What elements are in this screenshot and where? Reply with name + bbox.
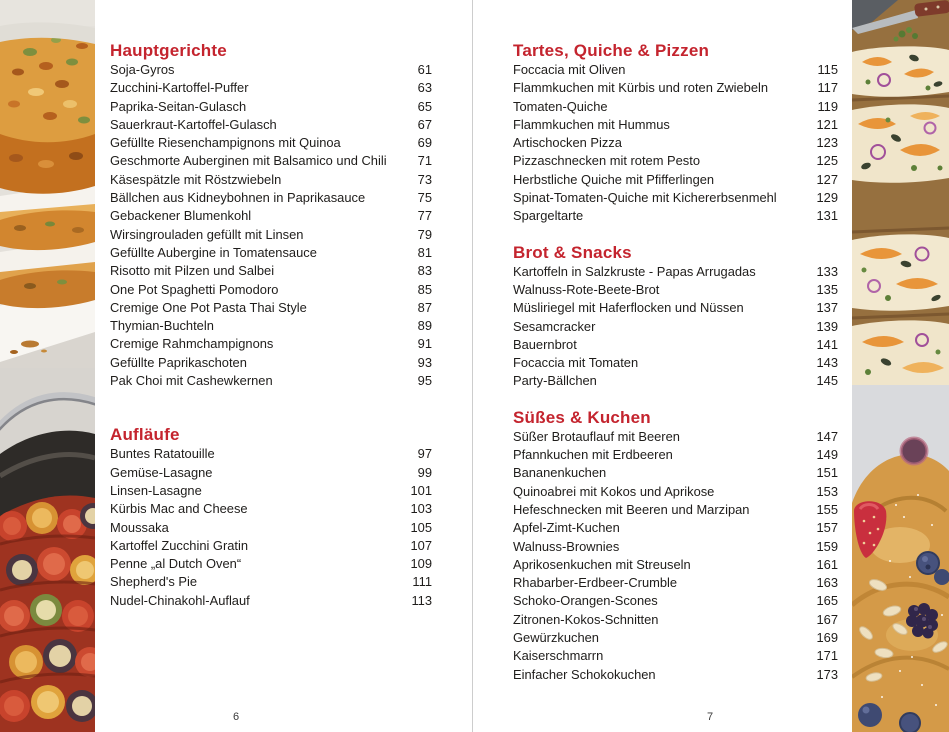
toc-entry-label: Zucchini-Kartoffel-Puffer: [110, 80, 249, 96]
toc-entry: [513, 647, 838, 665]
flammkuchen-pumpkin-onion-photo: [852, 0, 949, 385]
toc-entry-label: Wirsingrouladen gefüllt mit Linsen: [110, 226, 304, 242]
toc-entry: [513, 629, 838, 647]
toc-entry: [513, 189, 838, 207]
toc-entry-label: Foccacia mit Oliven: [513, 62, 626, 77]
toc-entry-label: Kaiserschmarrn: [513, 648, 604, 664]
toc-entry-page: 113: [411, 592, 432, 608]
toc-entry: [513, 318, 838, 336]
toc-entry-page: 97: [417, 446, 432, 462]
toc-section: [513, 242, 838, 391]
toc-entry-page: 121: [816, 116, 838, 132]
toc-entry: [513, 666, 838, 684]
toc-entry-label: Sauerkraut-Kartoffel-Gulasch: [110, 116, 277, 132]
toc-entry: [110, 189, 432, 207]
toc-entry: [513, 207, 838, 225]
toc-entry-page: 95: [417, 373, 432, 389]
toc-entry-label: Gefüllte Aubergine in Tomatensauce: [110, 244, 317, 260]
toc-entry-label: Bauernbrot: [513, 336, 577, 352]
toc-entry-page: 65: [417, 98, 432, 114]
toc-entry: [513, 611, 838, 629]
toc-entry: [110, 519, 432, 537]
toc-entry: [110, 226, 432, 244]
toc-section: [513, 407, 838, 684]
toc-entry: [110, 482, 432, 500]
toc-entry-label: Käsespätzle mit Röstzwiebeln: [110, 171, 282, 187]
toc-entry-label: Sesamcracker: [513, 318, 596, 334]
toc-entry-page: 165: [816, 593, 838, 609]
toc-entry-page: 93: [417, 354, 432, 370]
toc-entry-label: Artischocken Pizza: [513, 135, 622, 151]
toc-entry-label: Focaccia mit Tomaten: [513, 355, 639, 371]
toc-entry: [110, 464, 432, 482]
section-title: Tartes, Quiche & Pizzen: [513, 41, 710, 60]
right-page-number: 7: [706, 711, 714, 723]
toc-entry-page: 105: [410, 519, 432, 535]
toc-entry: [513, 134, 838, 152]
toc-entry: [513, 428, 838, 446]
toc-entry: [513, 152, 838, 170]
toc-entry: [110, 134, 432, 152]
toc-entry-label: Aprikosenkuchen mit Streuseln: [513, 556, 691, 572]
toc-entry-label: Süßer Brotauflauf mit Beeren: [513, 428, 680, 444]
toc-entry-label: Penne „al Dutch Oven“: [110, 556, 242, 572]
toc-entry-label: Schoko-Orangen-Scones: [513, 593, 658, 609]
toc-entry-page: 167: [816, 611, 838, 627]
toc-entry-label: Gefüllte Paprikaschoten: [110, 354, 247, 370]
toc-entry-label: Spargeltarte: [513, 208, 584, 224]
toc-entry: [110, 354, 432, 372]
toc-entry-label: Walnuss-Brownies: [513, 538, 620, 554]
toc-entry-page: 89: [417, 318, 432, 334]
toc-entry-label: Pfannkuchen mit Erdbeeren: [513, 447, 673, 463]
toc-entry-label: Moussaka: [110, 519, 169, 535]
toc-entry-label: Risotto mit Pilzen und Salbei: [110, 263, 275, 279]
toc-entry: [513, 574, 838, 592]
toc-entry-label: Cremige Rahmchampignons: [110, 336, 274, 352]
toc-entry: [110, 207, 432, 225]
toc-entry-label: Gemüse-Lasagne: [110, 464, 213, 480]
toc-entry: [513, 171, 838, 189]
toc-entry-label: Cremige One Pot Pasta Thai Style: [110, 299, 307, 315]
toc-entry-label: Kartoffeln in Salzkruste - Papas Arrugadas: [513, 263, 756, 279]
toc-entry-page: 173: [816, 666, 838, 682]
toc-section: [110, 424, 432, 610]
page-divider-line: [472, 0, 473, 732]
toc-entry-label: Flammkuchen mit Kürbis und roten Zwiebeln: [513, 80, 769, 96]
toc-entry-page: 87: [417, 299, 432, 315]
toc-entry-page: 139: [816, 318, 838, 334]
toc-entry-page: 141: [816, 336, 838, 352]
toc-entry: [513, 336, 838, 354]
toc-entry: [513, 446, 838, 464]
toc-entry-label: Zitronen-Kokos-Schnitten: [513, 611, 659, 627]
left-page-sections: [110, 40, 432, 610]
toc-entry-label: Nudel-Chinakohl-Auflauf: [110, 592, 250, 608]
toc-entry-label: Linsen-Lasagne: [110, 482, 202, 498]
section-title: Süßes & Kuchen: [513, 407, 651, 427]
toc-entry: [110, 500, 432, 518]
toc-entry-page: 115: [817, 62, 838, 77]
toc-entry-page: 85: [417, 281, 432, 297]
toc-entry-label: Tomaten-Quiche: [513, 98, 608, 114]
toc-entry-label: Soja-Gyros: [110, 62, 175, 77]
toc-section: [513, 40, 838, 226]
toc-entry-page: 91: [417, 336, 432, 352]
toc-entry-label: Hefeschnecken mit Beeren und Marzipan: [513, 501, 750, 517]
toc-entry-label: Gewürzkuchen: [513, 630, 599, 646]
toc-entry: [513, 263, 838, 281]
toc-entry: [110, 555, 432, 573]
toc-entry-label: Einfacher Schokokuchen: [513, 666, 656, 682]
toc-entry: [513, 501, 838, 519]
toc-entry: [110, 592, 432, 610]
toc-entry-page: 137: [816, 300, 838, 316]
toc-entry: [110, 79, 432, 97]
toc-entry-page: 153: [816, 483, 838, 499]
toc-entry-page: 63: [417, 80, 432, 96]
toc-entry-page: 123: [816, 135, 838, 151]
toc-entry-label: Geschmorte Auberginen mit Balsamico und Chili: [110, 153, 387, 169]
toc-entry-page: 161: [816, 556, 838, 572]
left-page-number: 6: [232, 711, 240, 723]
toc-entry-page: 125: [816, 153, 838, 169]
toc-entry-page: 119: [817, 98, 838, 114]
toc-entry-label: Herbstliche Quiche mit Pfifferlingen: [513, 171, 715, 187]
toc-entry-page: 101: [410, 482, 432, 498]
toc-entry: [513, 354, 838, 372]
toc-entry-page: 83: [417, 263, 432, 279]
toc-entry-page: 169: [816, 630, 838, 646]
toc-entry-label: Walnuss-Rote-Beete-Brot: [513, 281, 660, 297]
toc-entry: [513, 61, 838, 79]
toc-entry-label: Kartoffel Zucchini Gratin: [110, 537, 249, 553]
toc-entry-page: 81: [417, 244, 432, 260]
toc-entry-page: 117: [817, 80, 838, 96]
toc-entry: [513, 79, 838, 97]
toc-entry-page: 71: [417, 153, 432, 169]
toc-entry-page: 61: [417, 62, 432, 77]
section-title: Hauptgerichte: [110, 41, 227, 60]
toc-entry-label: Bananenkuchen: [513, 465, 607, 481]
toc-entry-page: 131: [816, 208, 838, 224]
toc-entry: [110, 573, 432, 591]
toc-entry-page: 171: [816, 648, 838, 664]
toc-entry-page: 75: [417, 190, 432, 206]
toc-entry: [110, 537, 432, 555]
toc-entry-label: Thymian-Buchteln: [110, 318, 214, 334]
toc-entry-page: 67: [417, 116, 432, 132]
toc-entry-page: 135: [816, 281, 838, 297]
toc-entry-label: Gefüllte Riesenchampignons mit Quinoa: [110, 135, 341, 151]
toc-entry-page: 143: [816, 355, 838, 371]
toc-entry-label: One Pot Spaghetti Pomodoro: [110, 281, 279, 297]
toc-entry: [513, 538, 838, 556]
toc-entry-label: Müsliriegel mit Haferflocken und Nüssen: [513, 300, 744, 316]
toc-entry: [513, 98, 838, 116]
toc-entry-label: Pizzaschnecken mit rotem Pesto: [513, 153, 700, 169]
toc-entry: [110, 299, 432, 317]
toc-entry: [513, 281, 838, 299]
ratatouille-pan-photo: [0, 368, 95, 732]
toc-entry-label: Kürbis Mac and Cheese: [110, 501, 248, 517]
zucchini-potato-fritters-photo: [0, 0, 95, 368]
toc-entry-page: 155: [816, 501, 838, 517]
toc-entry: [513, 372, 838, 390]
toc-entry: [110, 281, 432, 299]
berry-pastry-dessert-photo: [852, 385, 949, 732]
toc-entry-page: 103: [410, 501, 432, 517]
toc-entry: [110, 171, 432, 189]
toc-entry: [110, 372, 432, 390]
toc-entry-label: Rhabarber-Erdbeer-Crumble: [513, 575, 678, 591]
toc-entry-page: 129: [816, 190, 838, 206]
right-photo-strip: [852, 0, 949, 732]
toc-entry: [110, 98, 432, 116]
toc-entry-page: 79: [417, 226, 432, 242]
toc-entry-label: Buntes Ratatouille: [110, 446, 215, 462]
toc-entry-label: Paprika-Seitan-Gulasch: [110, 98, 247, 114]
toc-entry-page: 111: [412, 574, 432, 590]
toc-entry-label: Spinat-Tomaten-Quiche mit Kichererbsenmehl: [513, 190, 777, 206]
toc-entry: [110, 317, 432, 335]
section-title: Aufläufe: [110, 425, 180, 445]
toc-entry: [513, 299, 838, 317]
left-photo-strip: [0, 0, 95, 732]
toc-entry-page: 151: [816, 465, 838, 481]
toc-entry-label: Shepherd's Pie: [110, 574, 198, 590]
toc-entry: [110, 262, 432, 280]
toc-entry-page: 73: [417, 171, 432, 187]
toc-entry-page: 147: [816, 428, 838, 444]
toc-entry: [513, 116, 838, 134]
toc-entry: [110, 152, 432, 170]
toc-entry-label: Gebackener Blumenkohl: [110, 208, 252, 224]
toc-entry-label: Bällchen aus Kidneybohnen in Paprikasauce: [110, 190, 366, 206]
toc-entry: [513, 464, 838, 482]
toc-entry: [110, 244, 432, 262]
toc-entry-page: 157: [816, 520, 838, 536]
toc-entry-page: 127: [816, 171, 838, 187]
toc-entry: [110, 445, 432, 463]
section-title: Brot & Snacks: [513, 242, 632, 262]
toc-entry: [513, 556, 838, 574]
toc-entry-page: 159: [816, 538, 838, 554]
toc-entry-page: 69: [417, 135, 432, 151]
toc-entry: [513, 519, 838, 537]
toc-entry-label: Pak Choi mit Cashewkernen: [110, 373, 273, 389]
toc-entry: [110, 116, 432, 134]
toc-entry-page: 107: [410, 537, 432, 553]
toc-section: [110, 40, 432, 390]
right-page: [513, 40, 838, 684]
toc-entry-page: 133: [816, 263, 838, 279]
toc-entry: [110, 335, 432, 353]
toc-entry-page: 109: [410, 556, 432, 572]
toc-entry-page: 149: [816, 447, 838, 463]
toc-entry-page: 145: [816, 373, 838, 389]
toc-entry-label: Quinoabrei mit Kokos und Aprikose: [513, 483, 715, 499]
toc-entry-label: Apfel-Zimt-Kuchen: [513, 520, 620, 536]
toc-entry-page: 77: [417, 208, 432, 224]
toc-entry-label: Party-Bällchen: [513, 373, 597, 389]
left-page: [110, 40, 432, 610]
toc-entry-page: 99: [417, 464, 432, 480]
toc-entry: [110, 61, 432, 79]
toc-entry: [513, 592, 838, 610]
toc-entry: [513, 483, 838, 501]
toc-entry-label: Flammkuchen mit Hummus: [513, 116, 670, 132]
toc-entry-page: 163: [816, 575, 838, 591]
right-page-sections: [513, 40, 838, 684]
